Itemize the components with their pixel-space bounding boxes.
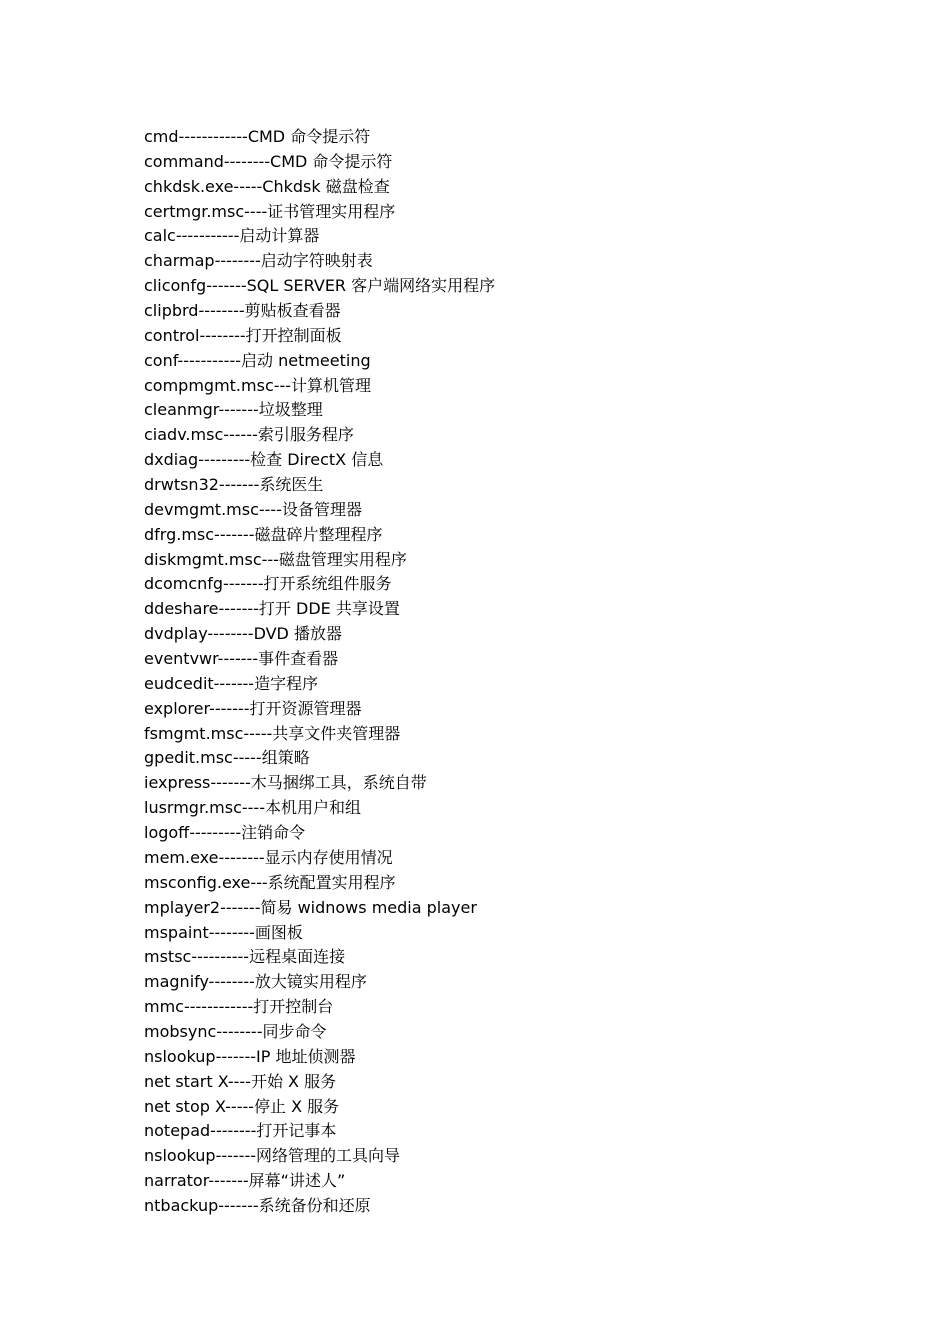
command-line: mstsc----------远程桌面连接 <box>144 947 346 967</box>
command-line: net stop X-----停止 X 服务 <box>144 1096 340 1116</box>
command-line: eudcedit-------造字程序 <box>144 673 319 693</box>
command-list <box>144 125 495 1219</box>
command-line: msconfig.exe---系统配置实用程序 <box>144 872 396 892</box>
command-line: lusrmgr.msc----本机用户和组 <box>144 798 361 818</box>
command-line: iexpress-------木马捆绑工具，系统自带 <box>144 773 427 793</box>
command-line: drwtsn32-------系统医生 <box>144 475 324 495</box>
command-line: ntbackup-------系统备份和还原 <box>144 1195 371 1215</box>
command-line: command--------CMD 命令提示符 <box>144 151 393 171</box>
command-line: clipbrd--------剪贴板查看器 <box>144 301 341 321</box>
command-line: certmgr.msc----证书管理实用程序 <box>144 201 396 221</box>
command-line: cmd------------CMD 命令提示符 <box>144 127 371 146</box>
command-line: cliconfg-------SQL SERVER 客户端网络实用程序 <box>144 276 496 296</box>
command-line: eventvwr-------事件查看器 <box>144 649 339 669</box>
command-line: control--------打开控制面板 <box>144 325 342 345</box>
command-line: mem.exe--------显示内存使用情况 <box>144 847 393 867</box>
command-line: mspaint--------画图板 <box>144 922 303 942</box>
command-line: conf-----------启动 netmeeting <box>144 350 371 370</box>
command-line: magnify--------放大镜实用程序 <box>144 972 367 992</box>
command-line: dxdiag---------检查 DirectX 信息 <box>144 450 384 470</box>
command-line: devmgmt.msc----设备管理器 <box>144 499 362 519</box>
command-line: mmc------------打开控制台 <box>144 997 334 1017</box>
command-line: compmgmt.msc---计算机管理 <box>144 375 372 395</box>
command-line: dcomcnfg-------打开系统组件服务 <box>144 574 392 594</box>
command-line: net start X----开始 X 服务 <box>144 1071 337 1091</box>
command-line: nslookup-------IP 地址侦测器 <box>144 1046 356 1066</box>
command-line: logoff---------注销命令 <box>144 823 306 843</box>
command-line: chkdsk.exe-----Chkdsk 磁盘检查 <box>144 176 390 196</box>
command-line: explorer-------打开资源管理器 <box>144 698 362 718</box>
command-line: mobsync--------同步命令 <box>144 1021 327 1041</box>
command-line: diskmgmt.msc---磁盘管理实用程序 <box>144 549 407 569</box>
command-line: calc-----------启动计算器 <box>144 226 320 246</box>
command-line: ciadv.msc------索引服务程序 <box>144 425 354 445</box>
command-line: mplayer2-------简易 widnows media player <box>144 897 477 917</box>
command-line: dvdplay--------DVD 播放器 <box>144 624 342 644</box>
command-line: gpedit.msc-----组策略 <box>144 748 310 768</box>
command-line: narrator-------屏幕“讲述人” <box>144 1171 346 1191</box>
command-line: dfrg.msc-------磁盘碎片整理程序 <box>144 524 383 544</box>
command-line: ddeshare-------打开 DDE 共享设置 <box>144 599 400 619</box>
command-line: fsmgmt.msc-----共享文件夹管理器 <box>144 723 401 743</box>
command-line: charmap--------启动字符映射表 <box>144 251 373 271</box>
command-line: notepad--------打开记事本 <box>144 1121 337 1141</box>
command-line: cleanmgr-------垃圾整理 <box>144 400 323 420</box>
command-line: nslookup-------网络管理的工具向导 <box>144 1146 400 1166</box>
